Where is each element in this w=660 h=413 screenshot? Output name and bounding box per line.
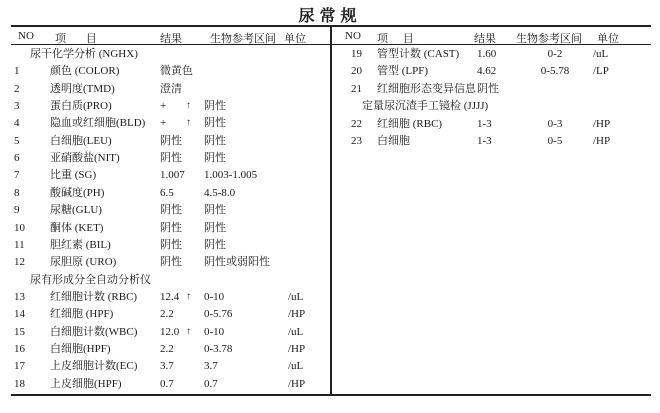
- row-result: 1.007: [160, 169, 185, 182]
- section-label: 尿有形成分全自动分析仪: [30, 273, 151, 286]
- row-item: 管型 (LPF): [377, 65, 429, 78]
- row-item: 红细胞 (HPF): [50, 308, 114, 321]
- row-result: 阴性: [160, 204, 182, 217]
- row-item: 酮体 (KET): [50, 221, 104, 234]
- row-item: 红细胞计数 (RBC): [50, 290, 138, 303]
- row-result: 阴性: [160, 256, 182, 269]
- row-no: 1: [14, 65, 20, 78]
- table-row: [351, 134, 610, 148]
- row-reference: 0-3.78: [204, 342, 233, 355]
- row-reference: 阴性: [204, 238, 226, 251]
- row-no: 9: [14, 204, 20, 217]
- table-row: [14, 255, 288, 269]
- table-row: [351, 64, 609, 78]
- row-no: 16: [14, 342, 25, 355]
- row-item: 白细胞(LEU): [50, 134, 112, 147]
- row-reference: 0.7: [204, 377, 218, 390]
- section-header-row: [14, 47, 138, 61]
- row-reference: 阴性: [204, 204, 226, 217]
- section-header-row: [351, 99, 488, 113]
- row-item: 白细胞: [377, 135, 410, 147]
- header-item: 项 目: [377, 33, 414, 45]
- table-row: [14, 342, 305, 356]
- row-no: 23: [351, 135, 362, 147]
- row-no: 11: [14, 238, 25, 251]
- row-no: 15: [14, 325, 25, 338]
- row-reference: 0-5.76: [204, 308, 233, 321]
- row-result: 2.2: [160, 308, 174, 321]
- row-unit: /HP: [288, 342, 306, 355]
- row-reference: 阴性: [204, 100, 226, 113]
- table-row: [14, 307, 305, 321]
- row-reference: 阴性: [204, 221, 226, 234]
- row-result: 12.4: [160, 290, 180, 303]
- row-no: 3: [14, 100, 20, 113]
- row-result: 1.60: [477, 48, 497, 60]
- table-row: [14, 290, 303, 304]
- row-no: 17: [14, 360, 25, 373]
- row-item: 白细胞计数(WBC): [50, 325, 138, 338]
- section-label: 尿干化学分析 (NGHX): [30, 48, 138, 60]
- table-row: [351, 82, 593, 96]
- row-unit: /HP: [593, 117, 611, 130]
- row-reference: 3.7: [204, 360, 218, 373]
- row-reference: 0-3: [547, 117, 563, 130]
- row-item: 透明度(TMD): [50, 82, 115, 95]
- row-no: 20: [351, 65, 362, 78]
- row-item: 尿糖(GLU): [50, 204, 102, 217]
- row-flag: ↑: [186, 290, 191, 302]
- row-no: 8: [14, 186, 20, 199]
- row-item: 红细胞 (RBC): [377, 117, 443, 130]
- row-no: 14: [14, 308, 25, 321]
- row-no: 10: [14, 221, 25, 234]
- table-row: [14, 221, 288, 235]
- row-result: 阴性: [160, 134, 182, 147]
- table-row: [14, 359, 303, 373]
- row-item: 隐血或红细胞(BLD): [50, 117, 146, 130]
- row-no: 4: [14, 117, 20, 130]
- table-row: [14, 186, 288, 200]
- row-item: 尿胆原 (URO): [50, 256, 117, 269]
- table-row: [14, 203, 288, 217]
- row-no: 22: [351, 117, 362, 130]
- row-flag: ↑: [186, 325, 191, 337]
- header-unit: 单位: [597, 33, 619, 45]
- row-no: 21: [351, 82, 362, 95]
- row-unit: /HP: [288, 308, 306, 321]
- row-no: 5: [14, 134, 20, 147]
- row-reference: 0-10: [204, 290, 225, 303]
- row-no: 19: [351, 48, 362, 60]
- row-reference: 0-2: [547, 48, 563, 60]
- row-item: 酸碱度(PH): [50, 186, 105, 199]
- header-result: 结果: [160, 33, 182, 45]
- row-unit: /LP: [593, 65, 609, 78]
- row-reference: 4.5-8.0: [204, 186, 236, 199]
- row-result: 阴性: [160, 238, 182, 251]
- row-item: 管型计数 (CAST): [377, 48, 460, 60]
- row-result: 1-3: [477, 117, 492, 130]
- header-result: 结果: [474, 33, 496, 45]
- row-item: 蛋白质(PRO): [50, 100, 112, 113]
- row-result: 12.0: [160, 325, 180, 338]
- table-row: [14, 134, 288, 148]
- row-flag: ↑: [186, 117, 191, 129]
- row-result: 3.7: [160, 360, 174, 373]
- row-result: 阴性: [160, 152, 182, 165]
- row-result: 阴性: [477, 82, 499, 95]
- row-result: 1-3: [477, 135, 492, 147]
- table-row: [351, 47, 608, 61]
- row-reference: 阴性或弱阳性: [204, 256, 270, 269]
- row-reference: 阴性: [204, 117, 226, 130]
- row-reference: 0-5: [547, 135, 563, 147]
- header-reference: 生物参考区间: [210, 33, 276, 45]
- row-result: 澄清: [160, 82, 182, 95]
- row-item: 亚硝酸盐(NIT): [50, 152, 120, 165]
- row-flag: ↑: [186, 100, 191, 112]
- row-unit: /uL: [288, 325, 304, 338]
- row-reference: 1.003-1.005: [204, 169, 258, 182]
- row-no: 13: [14, 290, 25, 303]
- row-result: 0.7: [160, 377, 174, 390]
- row-result: +: [160, 117, 167, 130]
- table-row: [14, 377, 305, 391]
- column-divider-rule: [330, 25, 332, 396]
- row-item: 红细胞形态变异信息: [377, 82, 476, 95]
- row-result: 6.5: [160, 186, 174, 199]
- header-no: NO: [345, 30, 361, 42]
- row-item: 胆红素 (BIL): [50, 238, 111, 251]
- table-row: [14, 325, 303, 339]
- row-unit: /HP: [288, 377, 306, 390]
- row-item: 上皮细胞计数(EC): [50, 360, 138, 373]
- header-no: NO: [18, 30, 34, 42]
- section-header-row: [14, 273, 151, 287]
- header-reference: 生物参考区间: [516, 33, 582, 45]
- table-row: [14, 238, 288, 252]
- table-row: [14, 64, 295, 78]
- row-item: 比重 (SG): [50, 169, 97, 182]
- row-no: 2: [14, 82, 20, 95]
- row-unit: /uL: [288, 290, 304, 303]
- header-item: 项 目: [55, 33, 97, 45]
- table-row: [351, 117, 610, 131]
- row-result: +: [160, 100, 167, 113]
- table-row: [14, 116, 288, 130]
- row-reference: 阴性: [204, 134, 226, 147]
- row-reference: 0-5.78: [540, 65, 570, 78]
- row-reference: 阴性: [204, 152, 226, 165]
- table-row: [14, 99, 288, 113]
- row-result: 4.62: [477, 65, 497, 78]
- row-no: 6: [14, 152, 20, 165]
- row-unit: /HP: [593, 135, 611, 147]
- row-unit: /uL: [288, 360, 304, 373]
- row-no: 12: [14, 256, 25, 269]
- row-reference: 0-10: [204, 325, 225, 338]
- row-result: 2.2: [160, 342, 174, 355]
- row-no: 7: [14, 169, 20, 182]
- row-item: 白细胞(HPF): [50, 342, 111, 355]
- row-item: 上皮细胞(HPF): [50, 377, 122, 390]
- table-row: [14, 82, 288, 96]
- section-label: 定量尿沉渣手工镜检 (JJJJ): [362, 100, 489, 113]
- header-unit: 单位: [284, 33, 306, 45]
- row-result: 阴性: [160, 221, 182, 234]
- row-no: 18: [14, 377, 25, 390]
- table-row: [14, 168, 288, 182]
- table-row: [14, 151, 288, 165]
- row-unit: /uL: [593, 48, 609, 60]
- row-item: 颜色 (COLOR): [50, 65, 120, 78]
- report-title: 尿常规: [298, 8, 362, 25]
- row-result: 微黄色: [160, 65, 193, 78]
